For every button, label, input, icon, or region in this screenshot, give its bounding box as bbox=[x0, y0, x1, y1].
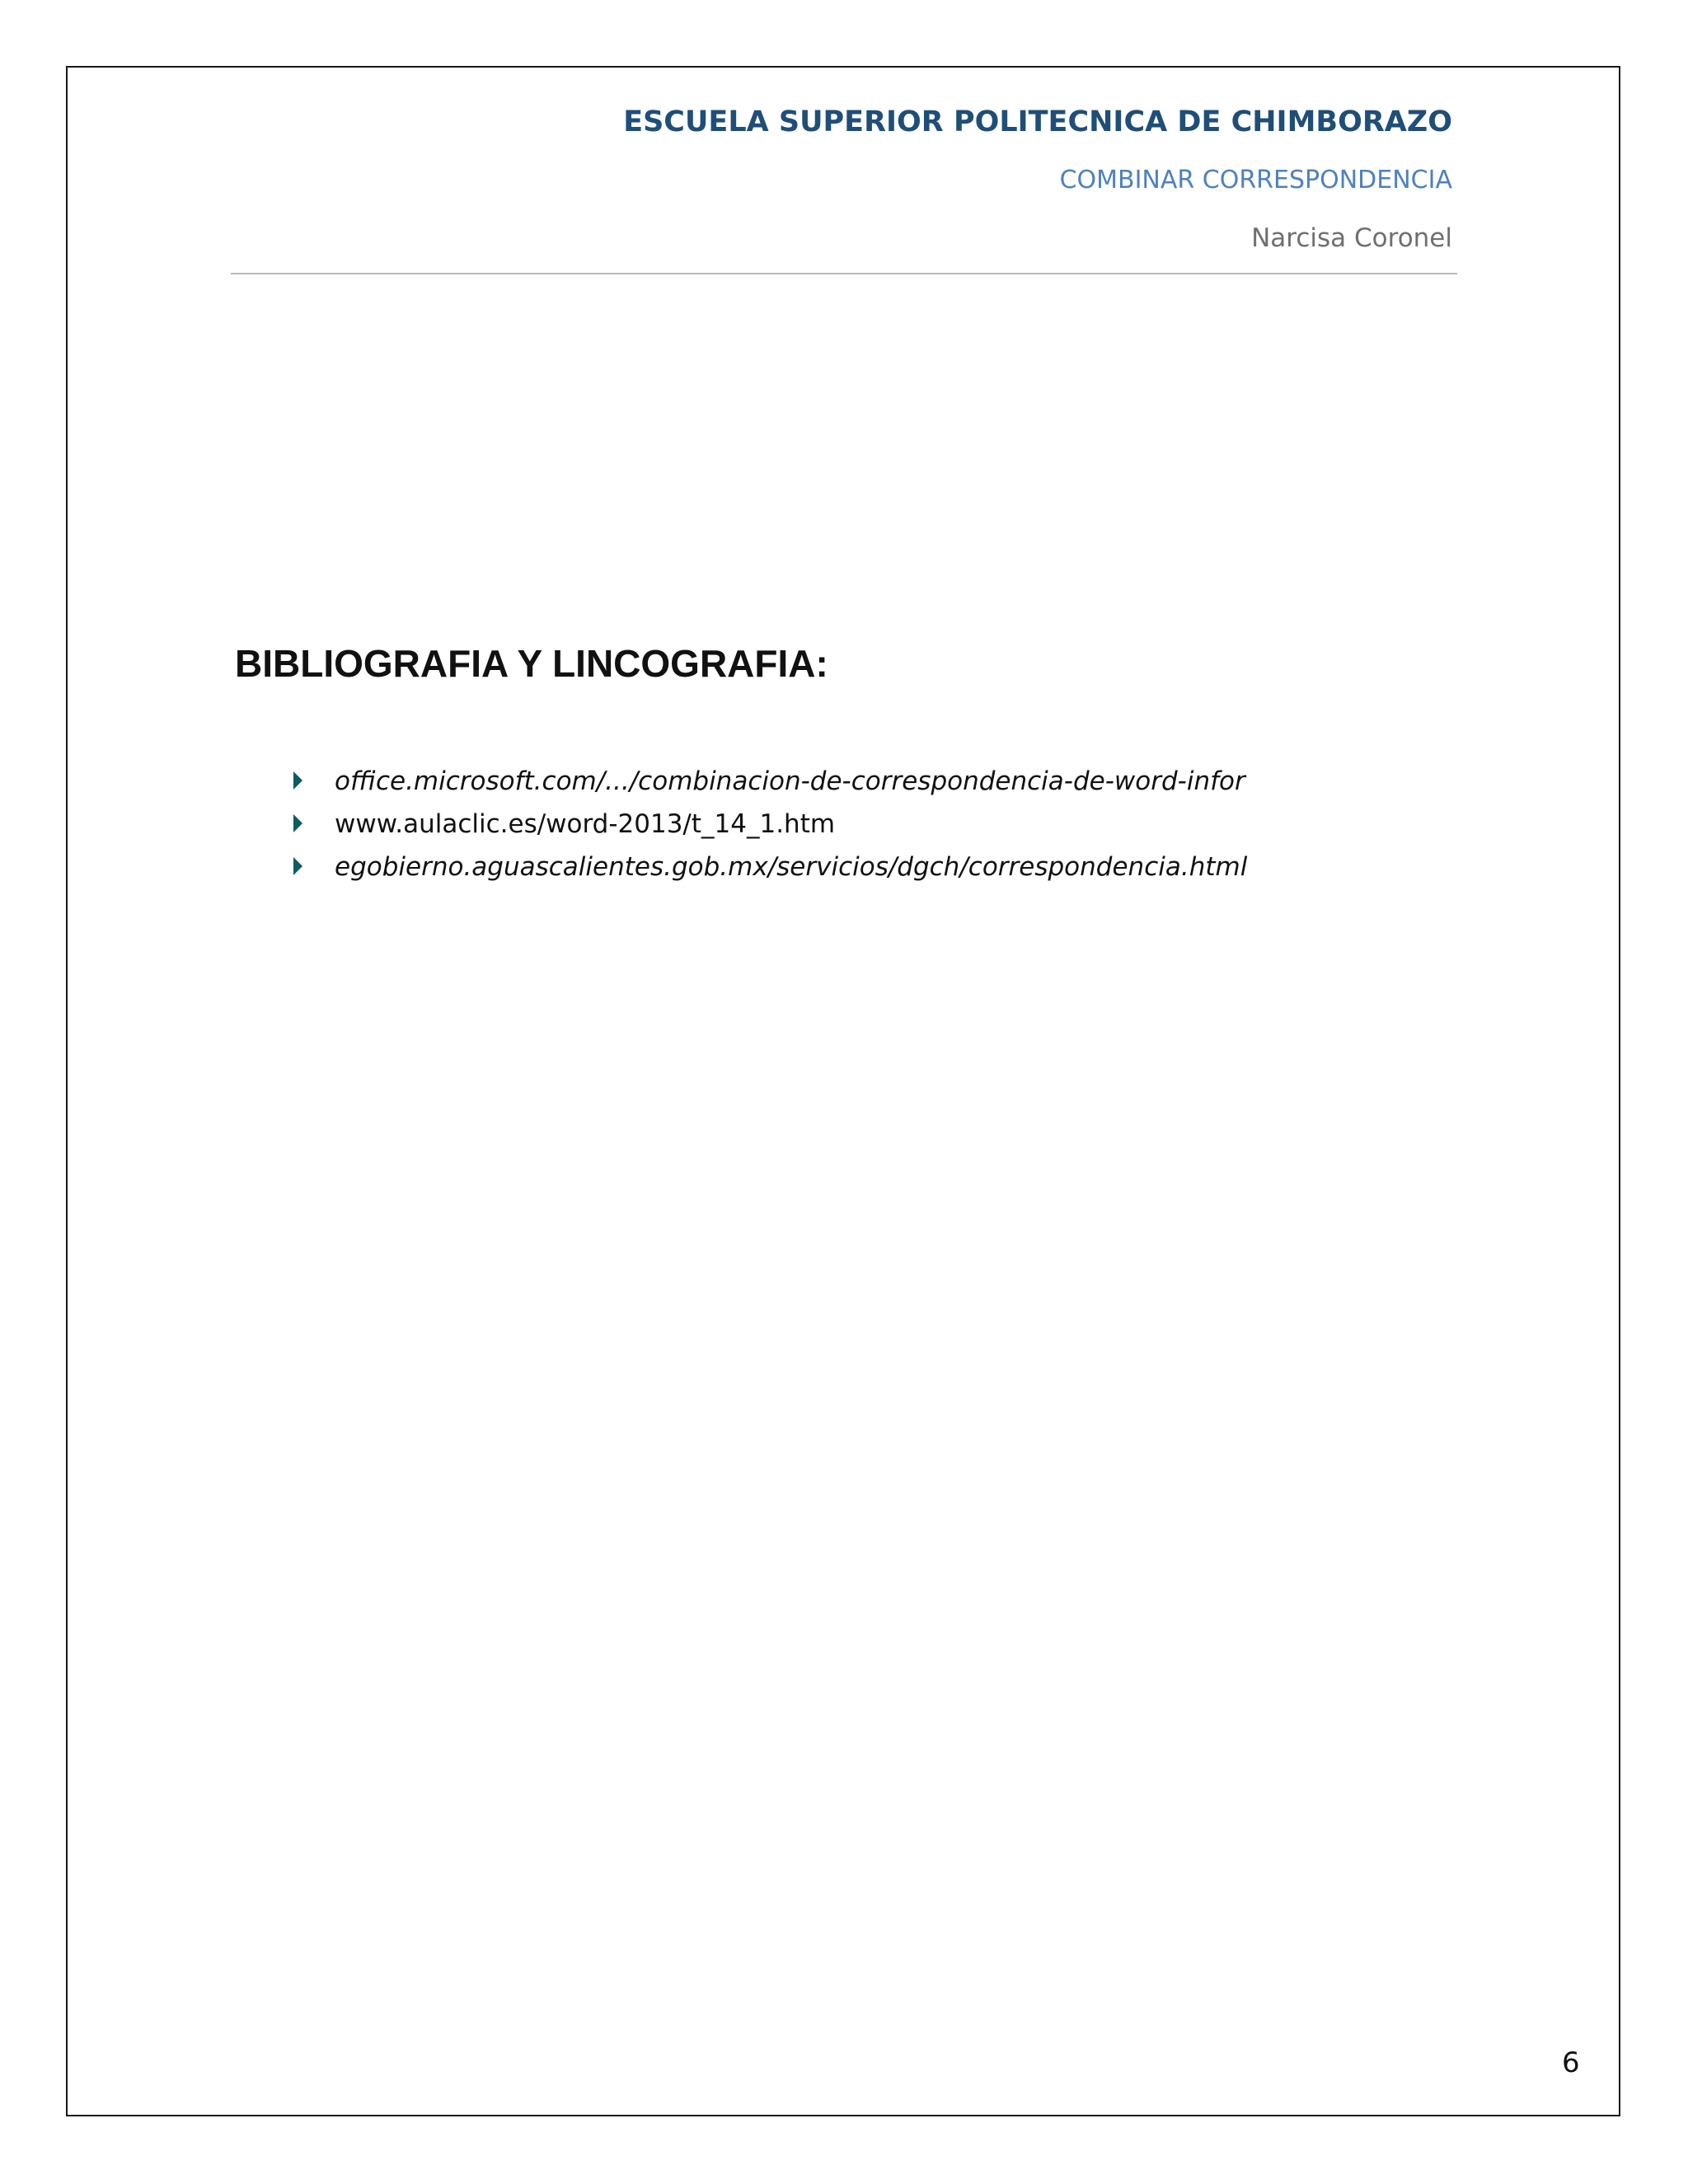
header-author: Narcisa Coronel bbox=[1251, 223, 1452, 253]
header-subject: COMBINAR CORRESPONDENCIA bbox=[1059, 166, 1452, 194]
page-border bbox=[66, 66, 1620, 2116]
header-institution: ESCUELA SUPERIOR POLITECNICA DE CHIMBORAZO bbox=[623, 105, 1452, 138]
triangle-bullet-icon bbox=[293, 857, 302, 875]
page-header bbox=[231, 97, 1456, 259]
reference-text: www.aulaclic.es/word-2013/t_14_1.htm bbox=[335, 809, 836, 839]
triangle-bullet-icon bbox=[293, 814, 302, 832]
page-number: 6 bbox=[1562, 2046, 1580, 2079]
reference-text: office.microsoft.com/.../combinacion-de-correspondencia-de-word-infor bbox=[335, 766, 1245, 796]
reference-text: egobierno.aguascalientes.gob.mx/servicios/dgch/correspondencia.html bbox=[335, 852, 1248, 882]
header-divider bbox=[231, 273, 1457, 274]
section-heading: BIBLIOGRAFIA Y LINCOGRAFIA: bbox=[235, 642, 828, 685]
triangle-bullet-icon bbox=[293, 771, 302, 790]
